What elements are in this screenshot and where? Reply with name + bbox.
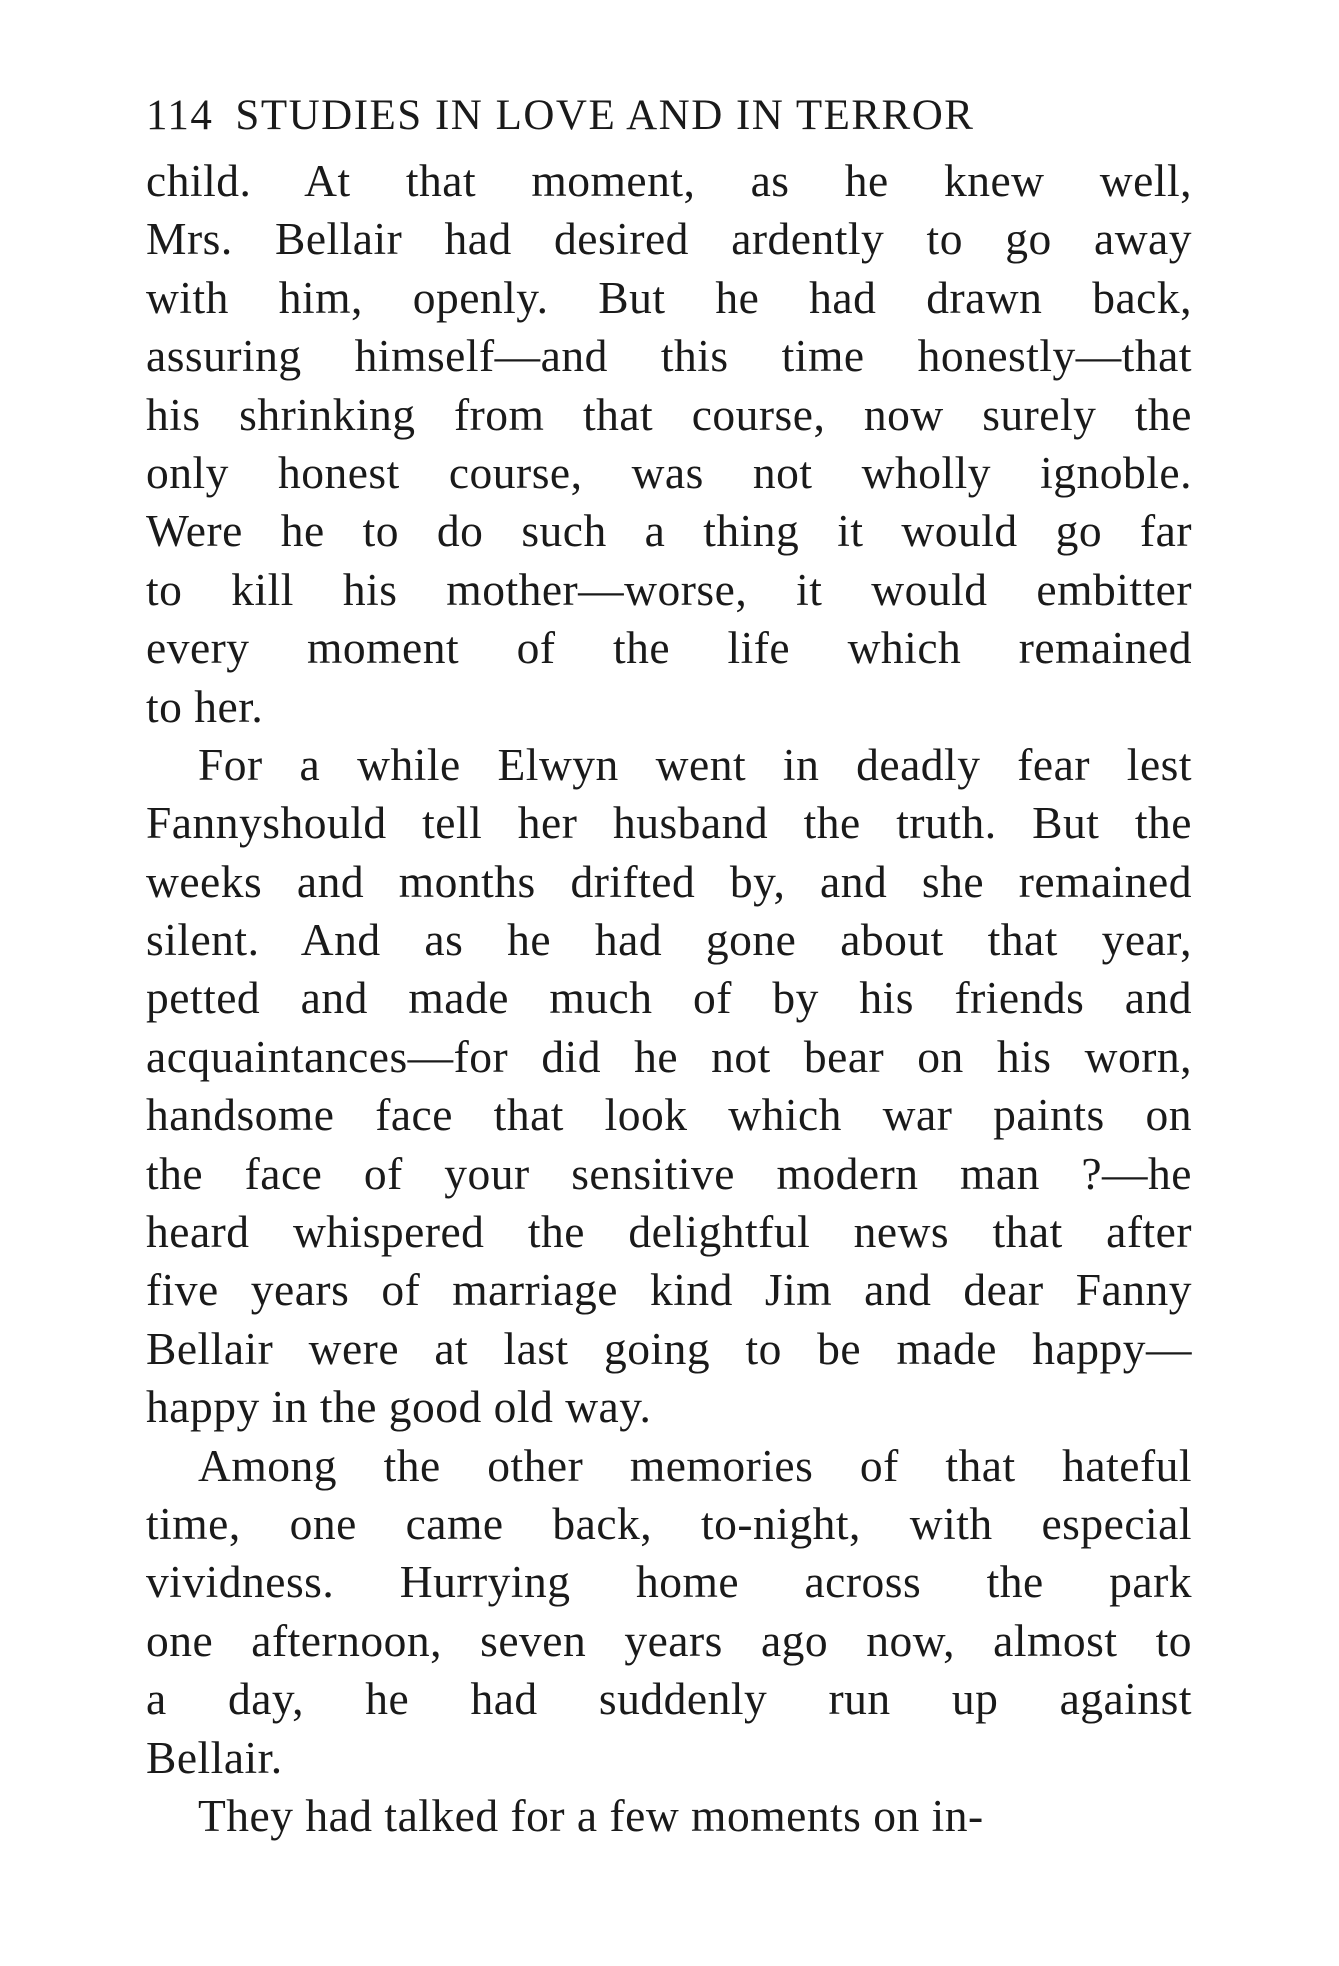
text-line: the face of your sensitive modern man ?—he bbox=[146, 1147, 1192, 1199]
running-head bbox=[146, 88, 1192, 144]
text-line: heard whispered the delightful news that after bbox=[146, 1206, 1192, 1258]
text-line: For a while Elwyn went in deadly fear lest bbox=[198, 738, 1192, 790]
paragraph bbox=[146, 1787, 1192, 1845]
running-title: STUDIES IN LOVE AND IN TERROR bbox=[235, 92, 975, 139]
text-line: assuring himself—and this time honestly—that bbox=[146, 330, 1192, 382]
text-line: one afternoon, seven years ago now, almost to bbox=[146, 1614, 1192, 1666]
paragraph bbox=[146, 152, 1192, 736]
text-line: acquaintances—for did he not bear on his worn, bbox=[146, 1030, 1192, 1082]
paragraph bbox=[146, 1437, 1192, 1787]
text-line: time, one came back, to-night, with especial bbox=[146, 1497, 1192, 1549]
text-line: petted and made much of by his friends and bbox=[146, 972, 1192, 1024]
text-line: Mrs. Bellair had desired ardently to go away bbox=[146, 213, 1192, 265]
text-line: Bellair. bbox=[146, 1731, 283, 1783]
text-line: to kill his mother—worse, it would embitter bbox=[146, 563, 1192, 615]
text-line: They had talked for a few moments on in- bbox=[198, 1789, 984, 1841]
body-text bbox=[146, 152, 1192, 1845]
text-line: vividness. Hurrying home across the park bbox=[146, 1556, 1192, 1608]
text-line: child. At that moment, as he knew well, bbox=[146, 155, 1192, 206]
paragraph bbox=[146, 736, 1192, 1437]
text-line: handsome face that look which war paints on bbox=[146, 1089, 1192, 1141]
text-line: five years of marriage kind Jim and dear Fanny bbox=[146, 1264, 1192, 1316]
text-line: with him, openly. But he had drawn back, bbox=[146, 271, 1192, 323]
text-line: weeks and months drifted by, and she remained bbox=[146, 855, 1192, 907]
text-line: Among the other memories of that hateful bbox=[198, 1439, 1192, 1491]
text-line: a day, he had suddenly run up against bbox=[146, 1673, 1192, 1725]
text-line: happy in the good old way. bbox=[146, 1381, 652, 1433]
page-number: 114 bbox=[146, 92, 214, 139]
text-line: his shrinking from that course, now surely the bbox=[146, 388, 1192, 440]
text-line: only honest course, was not wholly ignoble. bbox=[146, 446, 1192, 498]
text-line: every moment of the life which remained bbox=[146, 622, 1192, 674]
text-line: Were he to do such a thing it would go far bbox=[146, 505, 1192, 557]
text-line: Bellair were at last going to be made happy— bbox=[146, 1322, 1192, 1374]
text-line: silent. And as he had gone about that year, bbox=[146, 914, 1192, 966]
text-line: to her. bbox=[146, 680, 264, 732]
text-line: Fannyshould tell her husband the truth. But the bbox=[146, 797, 1192, 849]
